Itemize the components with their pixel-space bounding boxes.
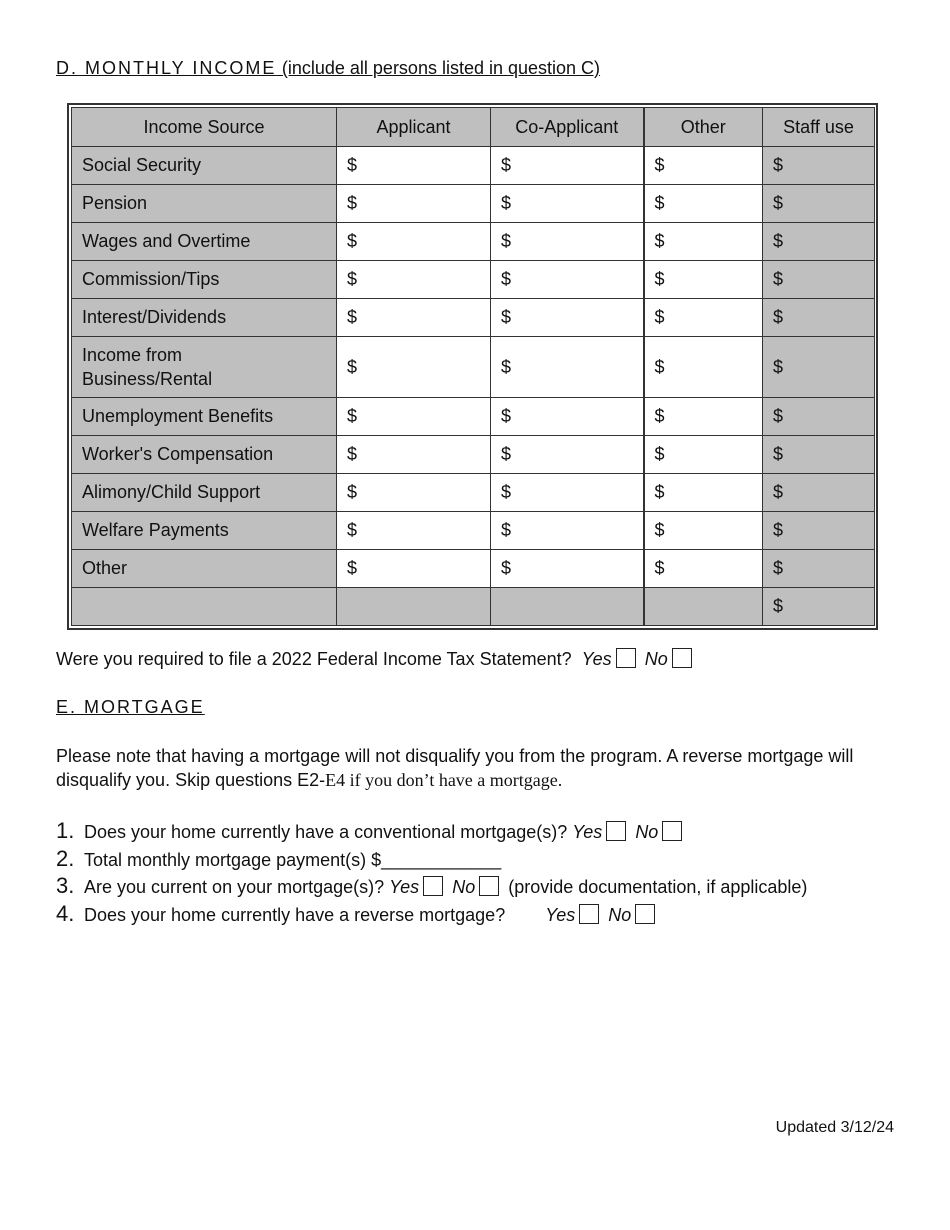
header-applicant: Applicant [337, 108, 491, 147]
mortgage-payment-field[interactable]: Total monthly mortgage payment(s) $____________ [84, 850, 502, 870]
row-label-other: Other [72, 550, 337, 588]
mortgage-question-4 [56, 901, 659, 927]
section-d-title: D. MONTHLY INCOME [56, 58, 277, 78]
co-applicant-amount-field[interactable]: $ [491, 261, 644, 299]
q3-yes-checkbox[interactable] [423, 876, 443, 896]
applicant-amount-field[interactable]: $ [337, 223, 491, 261]
applicant-amount-field[interactable]: $ [337, 474, 491, 512]
co-applicant-amount-field[interactable]: $ [491, 512, 644, 550]
staff-amount-field: $ [763, 512, 875, 550]
staff-amount-field: $ [763, 474, 875, 512]
table-row [72, 398, 875, 436]
q3-no-checkbox[interactable] [479, 876, 499, 896]
other-amount-field[interactable]: $ [644, 550, 763, 588]
section-d-heading [56, 58, 600, 79]
staff-amount-field: $ [763, 337, 875, 398]
applicant-amount-field[interactable]: $ [337, 299, 491, 337]
row-label-interest-dividends: Interest/Dividends [72, 299, 337, 337]
staff-amount-field: $ [763, 436, 875, 474]
mortgage-note [56, 744, 896, 792]
income-table [71, 107, 875, 626]
co-applicant-amount-field[interactable]: $ [491, 299, 644, 337]
staff-amount-field: $ [763, 398, 875, 436]
tax-yes-checkbox[interactable] [616, 648, 636, 668]
other-amount-field[interactable]: $ [644, 223, 763, 261]
question-text: Are you current on your mortgage(s)? [84, 877, 385, 897]
row-label-pension: Pension [72, 185, 337, 223]
header-income-source: Income Source [72, 108, 337, 147]
question-number: 2. [56, 846, 75, 871]
other-amount-field[interactable]: $ [644, 147, 763, 185]
tax-no-checkbox[interactable] [672, 648, 692, 668]
other-amount-field[interactable]: $ [644, 436, 763, 474]
q3-no-label: No [452, 877, 476, 897]
mortgage-question-2 [56, 846, 501, 872]
co-applicant-amount-field[interactable]: $ [491, 185, 644, 223]
section-e-heading [56, 697, 205, 718]
header-staff-use: Staff use [763, 108, 875, 147]
other-amount-field[interactable]: $ [644, 512, 763, 550]
mortgage-question-3 [56, 873, 807, 899]
header-co-applicant: Co-Applicant [491, 108, 644, 147]
co-applicant-amount-field[interactable]: $ [491, 398, 644, 436]
q4-yes-label: Yes [545, 905, 576, 925]
applicant-amount-field[interactable]: $ [337, 550, 491, 588]
q1-yes-label: Yes [572, 822, 603, 842]
q1-no-checkbox[interactable] [662, 821, 682, 841]
other-amount-field[interactable]: $ [644, 299, 763, 337]
co-applicant-amount-field[interactable]: $ [491, 223, 644, 261]
q4-yes-checkbox[interactable] [579, 904, 599, 924]
applicant-amount-field[interactable]: $ [337, 398, 491, 436]
row-label-wages: Wages and Overtime [72, 223, 337, 261]
income-table-frame [67, 103, 878, 630]
mortgage-question-1 [56, 818, 686, 844]
row-label-alimony: Alimony/Child Support [72, 474, 337, 512]
mortgage-note-text: Please note that having a mortgage will not disqualify you from the program. A reverse mortgage will disqualify you. Skip questions E2- [56, 746, 854, 790]
section-d-subtitle: (include all persons listed in question C) [281, 58, 601, 78]
staff-total-field: $ [763, 588, 875, 626]
other-amount-field[interactable]: $ [644, 474, 763, 512]
table-row [72, 185, 875, 223]
applicant-amount-field[interactable]: $ [337, 261, 491, 299]
applicant-amount-field[interactable]: $ [337, 147, 491, 185]
table-row [72, 436, 875, 474]
row-label-commission-tips: Commission/Tips [72, 261, 337, 299]
table-row [72, 550, 875, 588]
total-blank-cell [72, 588, 337, 626]
other-amount-field[interactable]: $ [644, 185, 763, 223]
row-label-unemployment: Unemployment Benefits [72, 398, 337, 436]
q1-no-label: No [635, 822, 659, 842]
co-applicant-amount-field[interactable]: $ [491, 550, 644, 588]
co-applicant-amount-field[interactable]: $ [491, 436, 644, 474]
table-row [72, 261, 875, 299]
table-row [72, 223, 875, 261]
header-other: Other [644, 108, 763, 147]
row-label-welfare: Welfare Payments [72, 512, 337, 550]
income-table-header-row [72, 108, 875, 147]
q1-yes-checkbox[interactable] [606, 821, 626, 841]
row-label-workers-comp: Worker's Compensation [72, 436, 337, 474]
section-e-title: E. MORTGAGE [56, 697, 205, 717]
table-total-row [72, 588, 875, 626]
applicant-amount-field[interactable]: $ [337, 185, 491, 223]
q4-no-label: No [608, 905, 632, 925]
question-text: Does your home currently have a conventional mortgage(s)? [84, 822, 568, 842]
mortgage-note-tail: E4 if you don’t have a mortgage. [325, 770, 563, 790]
staff-amount-field: $ [763, 147, 875, 185]
question-number: 3. [56, 873, 75, 898]
q4-no-checkbox[interactable] [635, 904, 655, 924]
staff-amount-field: $ [763, 223, 875, 261]
table-row [72, 147, 875, 185]
tax-no-label: No [644, 649, 668, 669]
staff-amount-field: $ [763, 550, 875, 588]
question-number: 1. [56, 818, 75, 843]
total-blank-cell [491, 588, 644, 626]
total-blank-cell [644, 588, 763, 626]
row-label-business-rental [72, 337, 337, 398]
staff-amount-field: $ [763, 261, 875, 299]
updated-date: Updated 3/12/24 [775, 1119, 894, 1136]
other-amount-field[interactable]: $ [644, 398, 763, 436]
row-label-line2: Business/Rental [82, 369, 213, 389]
other-amount-field[interactable]: $ [644, 261, 763, 299]
tax-question-text: Were you required to file a 2022 Federal Income Tax Statement? [56, 649, 572, 669]
row-label-social-security: Social Security [72, 147, 337, 185]
total-blank-cell [337, 588, 491, 626]
table-row [72, 512, 875, 550]
table-row [72, 474, 875, 512]
table-row [72, 337, 875, 398]
applicant-amount-field[interactable]: $ [337, 512, 491, 550]
q3-yes-label: Yes [389, 877, 420, 897]
applicant-amount-field[interactable]: $ [337, 436, 491, 474]
staff-amount-field: $ [763, 185, 875, 223]
question-text: Does your home currently have a reverse mortgage? [84, 905, 506, 925]
applicant-amount-field[interactable]: $ [337, 337, 491, 398]
q3-note: (provide documentation, if applicable) [508, 877, 808, 897]
tax-question [56, 648, 696, 670]
table-row [72, 299, 875, 337]
staff-amount-field: $ [763, 299, 875, 337]
row-label-line1: Income from [82, 345, 183, 365]
co-applicant-amount-field[interactable]: $ [491, 147, 644, 185]
tax-yes-label: Yes [581, 649, 612, 669]
question-number: 4. [56, 901, 75, 926]
co-applicant-amount-field[interactable]: $ [491, 474, 644, 512]
other-amount-field[interactable]: $ [644, 337, 763, 398]
co-applicant-amount-field[interactable]: $ [491, 337, 644, 398]
